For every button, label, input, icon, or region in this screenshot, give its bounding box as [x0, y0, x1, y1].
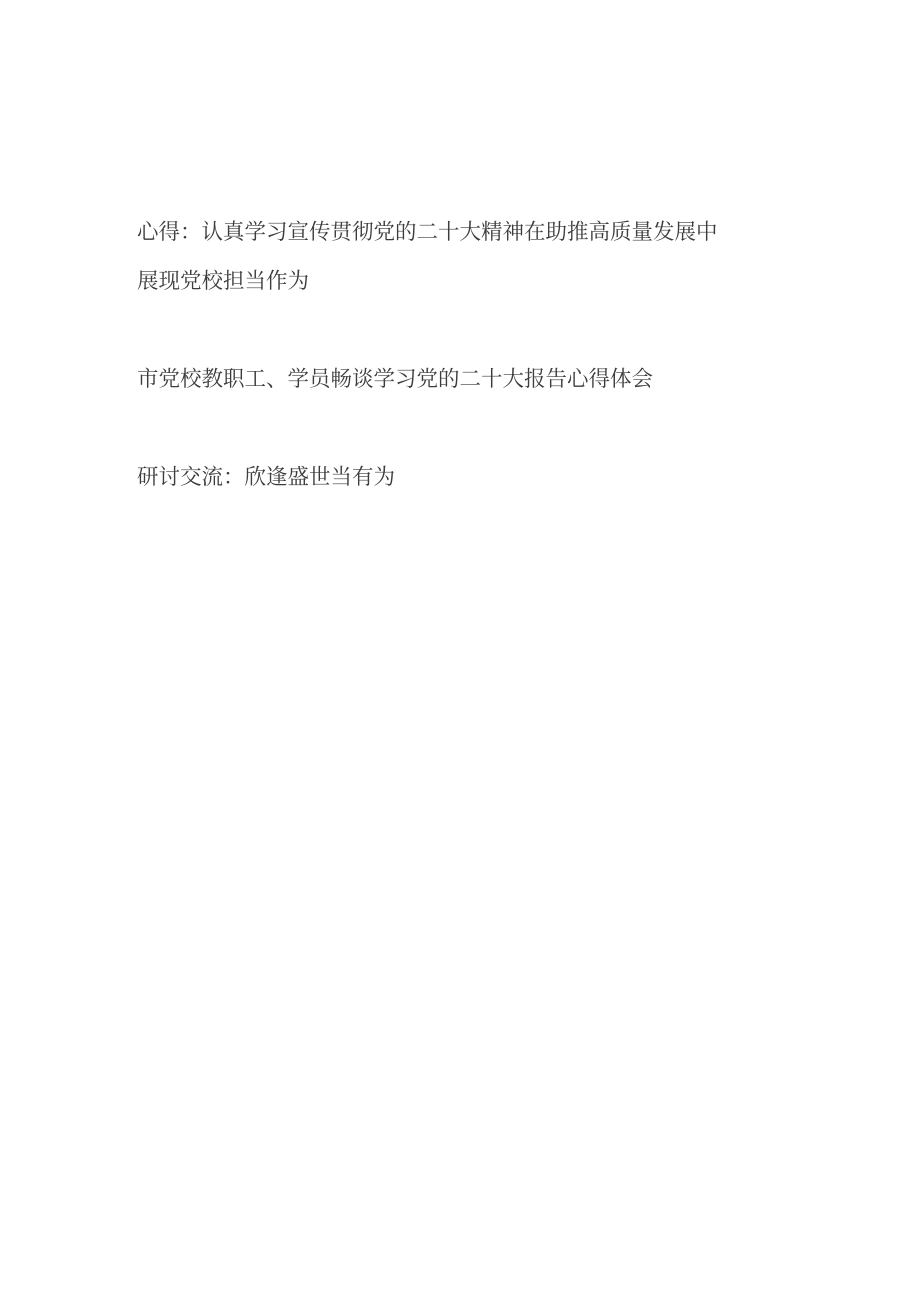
heading-paragraph-3: 研讨交流：欣逢盛世当有为 [137, 465, 396, 489]
heading-paragraph-1: 心得：认真学习宣传贯彻党的二十大精神在助推高质量发展中展现党校担当作为 [137, 220, 718, 293]
document-content [137, 208, 729, 551]
heading-paragraph-2: 市党校教职工、学员畅谈学习党的二十大报告心得体会 [137, 367, 654, 391]
